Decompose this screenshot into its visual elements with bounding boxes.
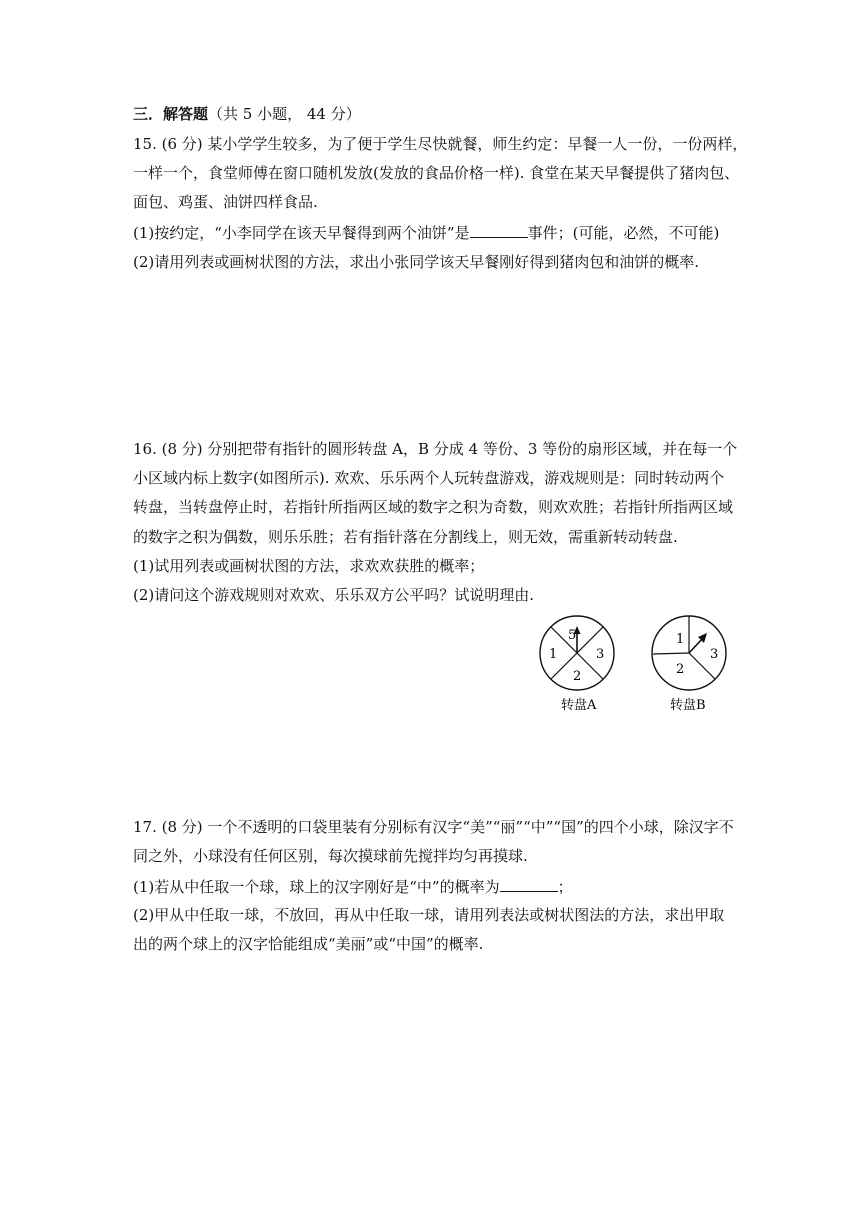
spinner-a-number: 1	[549, 647, 558, 662]
q15-part-1-tail: 事件；(可能，必然，不可能)	[527, 224, 720, 242]
section-heading	[133, 104, 361, 124]
q16-line-4: 的数字之积为偶数，则乐乐胜；若有指针落在分割线上，则无效，需重新转动转盘.	[133, 528, 678, 546]
q17-part-1-text: (1)若从中任取一个球，球上的汉字刚好是“中”的概率为	[133, 878, 500, 896]
q16-part-2: (2)请问这个游戏规则对欢欢、乐乐双方公平吗？试说明理由.	[133, 586, 535, 604]
spinner-a-number: 5	[568, 628, 577, 643]
q15-line-3: 面包、鸡蛋、油饼四样食品.	[133, 193, 318, 211]
q16-line-1: 16. (8 分) 分别把带有指针的圆形转盘 A，B 分成 4 等份、3 等份的扇形区域，并在每一个	[133, 440, 738, 458]
spinner-b-pointer	[689, 638, 703, 653]
section-label: 三．解答题	[133, 105, 209, 123]
spinner-a	[540, 616, 614, 713]
q15-part-2: (2)请用列表或画树状图的方法，求出小张同学该天早餐刚好得到猪肉包和油饼的概率.	[133, 253, 700, 271]
section-note: （共 5 小题， 44 分）	[208, 105, 361, 123]
q17-part-1-tail: ；	[557, 878, 573, 896]
spinner-b	[652, 616, 726, 713]
spinner-figure	[533, 614, 733, 714]
spinner-a-caption: 转盘A	[561, 698, 597, 713]
spinner-b-number: 2	[676, 662, 685, 677]
answer-blank[interactable]	[500, 876, 558, 892]
spinner-a-number: 2	[573, 669, 582, 684]
q15-line-1: 15. (6 分) 某小学学生较多，为了便于学生尽快就餐，师生约定：早餐一人一份，一份两样，	[133, 135, 748, 153]
answer-blank[interactable]	[470, 222, 528, 238]
q15-line-2: 一样一个，食堂师傅在窗口随机发放(发放的食品价格一样). 食堂在某天早餐提供了猪肉包、	[133, 164, 740, 182]
q17-line-1: 17. (8 分) 一个不透明的口袋里装有分别标有汉字“美”“丽”“中”“国”的四个小球，除汉字不	[133, 818, 734, 836]
q16-line-3: 转盘，当转盘停止时，若指针所指两区域的数字之积为奇数，则欢欢胜；若指针所指两区域	[133, 498, 734, 516]
q17-line-2: 同之外，小球没有任何区别，每次摸球前先搅拌均匀再摸球.	[133, 847, 528, 865]
q17-part-2-line-2: 出的两个球上的汉字恰能组成“美丽”或“中国”的概率.	[133, 935, 484, 953]
spinner-a-number: 3	[596, 647, 605, 662]
q17-part-2-line-1: (2)甲从中任取一球，不放回，再从中任取一球，请用列表法或树状图法的方法，求出甲取	[133, 906, 725, 924]
q16-part-1: (1)试用列表或画树状图的方法，求欢欢获胜的概率；	[133, 557, 485, 575]
spinner-b-caption: 转盘B	[670, 698, 706, 713]
q17-part-1	[133, 876, 573, 897]
spinner-b-number: 3	[710, 647, 719, 662]
spinner-b-divider	[653, 653, 689, 654]
spinner-diagram	[533, 614, 733, 714]
spinner-b-number: 1	[676, 632, 685, 647]
q15-part-1	[133, 222, 719, 243]
q16-line-2: 小区域内标上数字(如图所示). 欢欢、乐乐两个人玩转盘游戏，游戏规则是：同时转动两个	[133, 469, 725, 487]
q15-part-1-text: (1)按约定，“小李同学在该天早餐得到两个油饼”是	[133, 224, 470, 242]
